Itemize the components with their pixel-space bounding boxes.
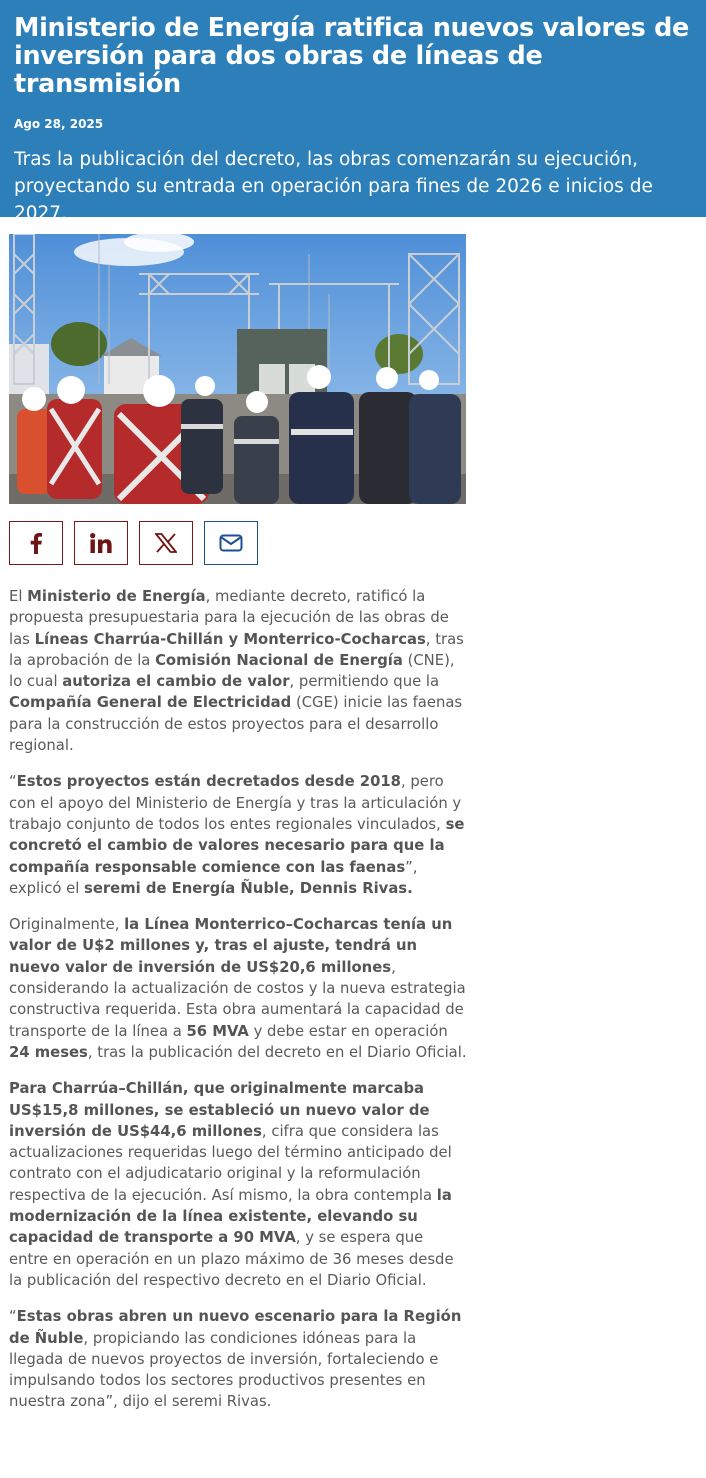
article-header — [0, 0, 706, 224]
emphasis-text: 56 MVA — [186, 1022, 249, 1040]
emphasis-text: la Línea Monterrico–Cocharcas tenía un valor de U$2 millones y, tras el ajuste, tendrá un nuevo valor de inversión de US$20,6 millones — [9, 916, 453, 976]
article-paragraph-4: Para Charrúa–Chillán, que originalmente marcaba US$15,8 millones, se estableció un nuevo valor de inversión de US$44,6 millones, cifra que considera las actualizaciones requeridas luego del término anticipado del contrato con el adjudicatario original y la reformulación respectiva de la ejecución. Así mismo, la obra contempla la modernización de la línea existente, elevando su capacidad de transporte a 90 MVA, y se espera que entre en operación en un plazo máximo de 36 meses desde la publicación del respectivo decreto en el Diario Oficial. — [9, 1080, 454, 1289]
share-bar — [9, 521, 258, 565]
share-facebook-button[interactable] — [9, 521, 63, 565]
publish-date: Ago 28, 2025 — [14, 117, 104, 131]
share-x-button[interactable] — [139, 521, 193, 565]
emphasis-text: seremi de Energía Ñuble, Dennis Rivas. — [84, 879, 413, 897]
emphasis-text: Estos proyectos están decretados desde 2018 — [16, 773, 401, 791]
emphasis-text: Comisión Nacional de Energía — [155, 651, 403, 669]
article-body — [9, 586, 467, 1428]
x-icon — [155, 533, 177, 553]
article-paragraph-1: El Ministerio de Energía, mediante decreto, ratificó la propuesta presupuestaria para la ejecución de las obras de las Líneas Charrúa-Chillán y Monterrico-Cocharcas, tras la aprobación de la Comisión Nacional de Energía (CNE), lo cual autoriza el cambio de valor, permitiendo que la Compañía General de Electricidad (CGE) inicie las faenas para la construcción de estos proyectos para el desarrollo regional. — [9, 588, 464, 755]
emphasis-text: se concretó el cambio de valores necesario para que la compañía responsable comience con las faenas — [9, 815, 465, 876]
facebook-icon — [28, 532, 44, 554]
substation-photo-illustration — [9, 234, 466, 504]
share-linkedin-button[interactable] — [74, 521, 128, 565]
article-paragraph-3: Originalmente, la Línea Monterrico–Cocharcas tenía un valor de U$2 millones y, tras el ajuste, tendrá un nuevo valor de inversión de US$20,6 millones, considerando la actualización de costos y la nueva estrategia constructiva requerida. Esta obra aumentará la capacidad de transporte de la línea a 56 MVA y debe estar en operación 24 meses, tras la publicación del decreto en el Diario Oficial. — [9, 916, 467, 1061]
emphasis-text: Estas obras abren un nuevo escenario para la Región de Ñuble — [9, 1308, 462, 1347]
emphasis-text: Para Charrúa–Chillán, que originalmente marcaba US$15,8 millones, se estableció un nuevo valor de inversión de US$44,6 millones — [9, 1080, 430, 1140]
linkedin-icon — [90, 533, 112, 553]
share-email-button[interactable] — [204, 521, 258, 565]
emphasis-text: 24 meses — [9, 1043, 88, 1061]
article-paragraph-2: “Estos proyectos están decretados desde 2018, pero con el apoyo del Ministerio de Energía y tras la articulación y trabajo conjunto de todos los entes regionales vinculados, se concretó el cambio de valores necesario para que la compañía responsable comience con las faenas”, explicó el seremi de Energía Ñuble, Dennis Rivas. — [9, 773, 465, 897]
article-title: Ministerio de Energía ratifica nuevos valores de inversión para dos obras de líneas de transmisión — [14, 13, 690, 99]
mail-icon — [219, 534, 243, 552]
article-paragraph-5: “Estas obras abren un nuevo escenario para la Región de Ñuble, propiciando las condiciones idóneas para la llegada de nuevos proyectos de inversión, fortaleciendo e impulsando todos los sectores productivos presentes en nuestra zona”, dijo el seremi Rivas. — [9, 1308, 462, 1411]
emphasis-text: Ministerio de Energía — [27, 588, 206, 605]
emphasis-text: Compañía General de Electricidad — [9, 694, 292, 712]
emphasis-text: la modernización de la línea existente, elevando su capacidad de transporte a 90 MVA — [9, 1186, 452, 1247]
emphasis-text: autoriza el cambio de valor — [62, 673, 290, 691]
emphasis-text: Líneas Charrúa-Chillán y Monterrico-Cocharcas — [34, 630, 426, 648]
article-photo — [9, 234, 466, 504]
article-lede: Tras la publicación del decreto, las obras comenzarán su ejecución, proyectando su entrada en operación para fines de 2026 e inicios de 2027. — [14, 149, 653, 224]
